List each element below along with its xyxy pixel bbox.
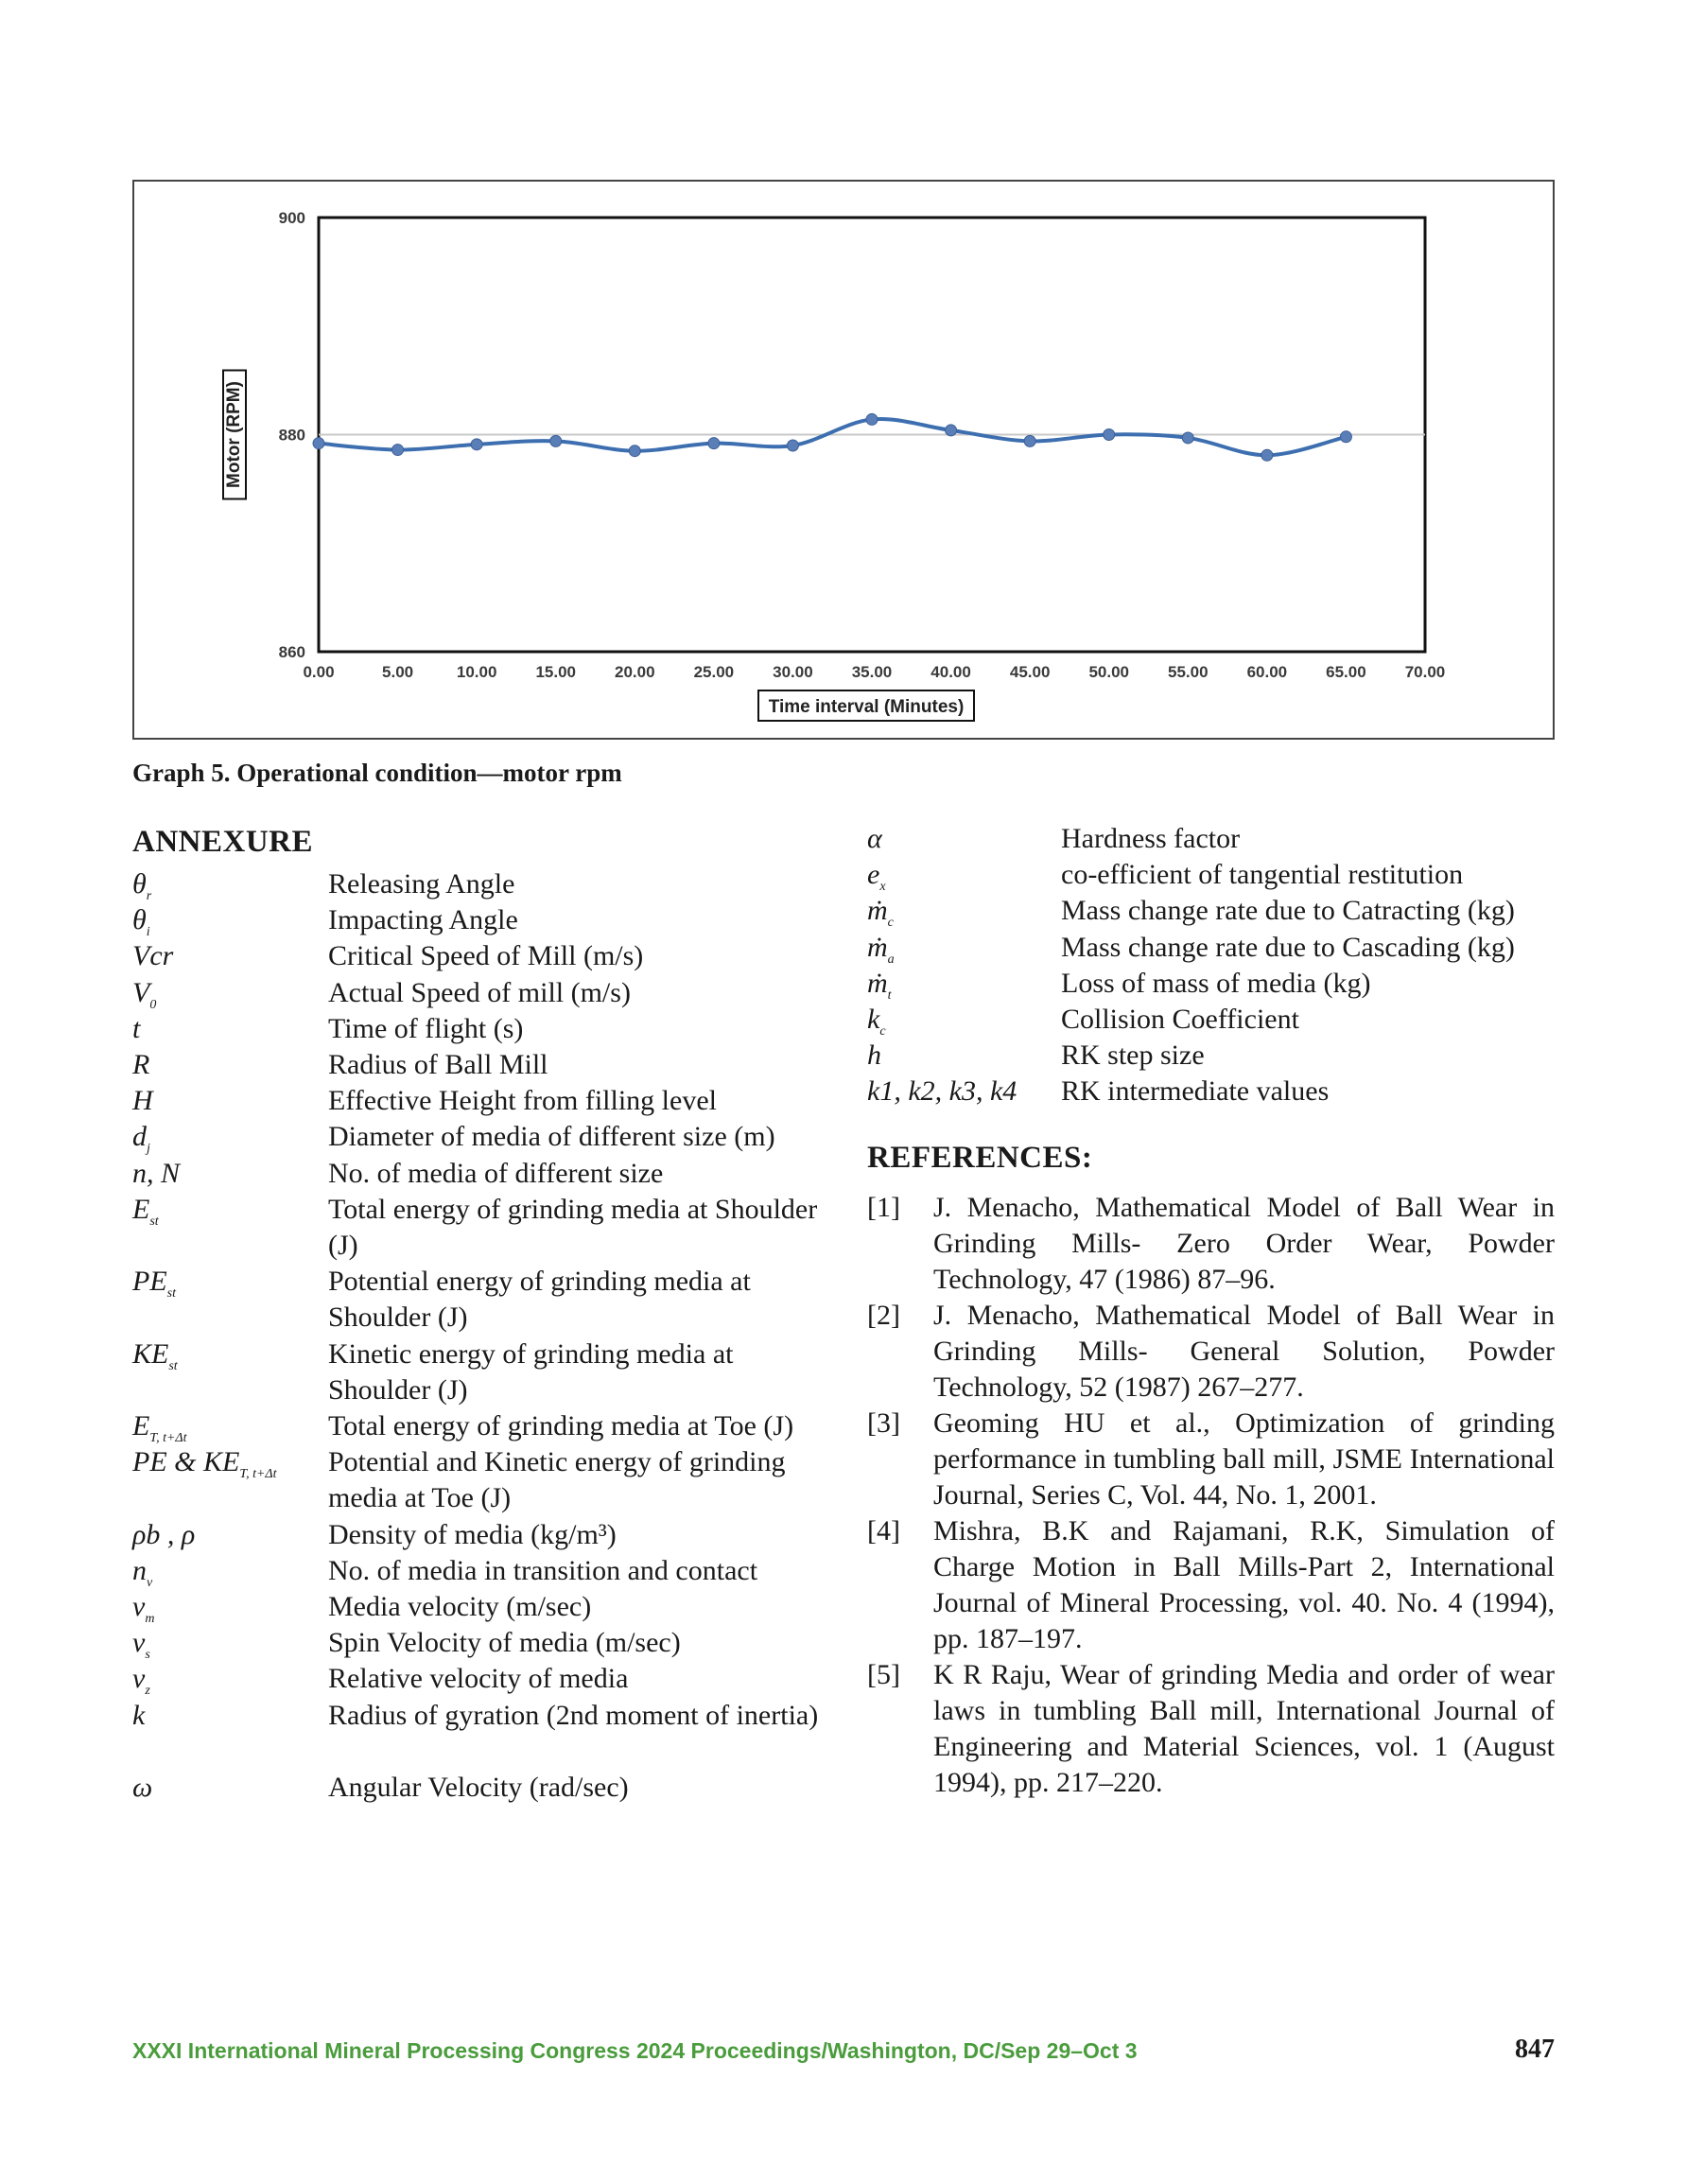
symbol-main: θ: [132, 904, 147, 936]
annexure-symbol: [132, 1156, 180, 1192]
page-number: 847: [1515, 2035, 1555, 2064]
annexure-description: Total energy of grinding media at Toe (J): [328, 1410, 794, 1441]
annexure-description: Effective Height from filling level: [328, 1085, 717, 1117]
annexure-description: Time of flight (s): [328, 1012, 524, 1044]
annexure-description: Critical Speed of Mill (m/s): [328, 940, 644, 972]
annexure-description: Collision Coefficient: [1061, 1004, 1299, 1035]
annexure-symbol: [132, 1047, 149, 1083]
annexure-description: Actual Speed of mill (m/s): [328, 976, 631, 1008]
annexure-description: Potential and Kinetic energy of grinding media at Toe (J): [328, 1446, 786, 1514]
reference-text: Mishra, B.K and Rajamani, R.K, Simulation of Charge Motion in Ball Mills-Part 2, International Journal of Mineral Processing, vol. 40. No. 4 (1994), pp. 187–197.: [933, 1515, 1555, 1654]
symbol-subscript: v: [147, 1575, 153, 1590]
annexure-symbol: [132, 1770, 152, 1806]
symbol-subscript: T, t+Δt: [239, 1467, 277, 1482]
references-list: [867, 1190, 1555, 1801]
annexure-description: Impacting Angle: [328, 904, 518, 936]
symbol-main: k1, k2, k3, k4: [867, 1075, 1017, 1108]
symbol-subscript: x: [879, 880, 886, 895]
reference-text: J. Menacho, Mathematical Model of Ball Wear in Grinding Mills- General Solution, Powder Technology, 52 (1987) 267–277.: [933, 1300, 1555, 1403]
symbol-subscript: st: [168, 1358, 178, 1373]
annexure-symbol: [132, 1698, 145, 1734]
annexure-description: Diameter of media of different size (m): [328, 1121, 775, 1153]
symbol-main: e: [867, 859, 880, 891]
symbol-main: θ: [132, 868, 147, 900]
y-tick-label: 860: [278, 643, 305, 661]
x-tick-label: 65.00: [1326, 663, 1366, 681]
annexure-description: Radius of gyration (2nd moment of inertia): [328, 1699, 819, 1731]
annexure-description: No. of media of different size: [328, 1157, 664, 1189]
symbol-main: V: [132, 976, 150, 1008]
data-point: [1024, 435, 1035, 446]
annexure-symbol: [132, 1337, 178, 1385]
reference-item: [867, 1190, 1555, 1298]
annexure-symbol: [132, 938, 173, 974]
symbol-subscript: m: [145, 1612, 155, 1626]
reference-item: [867, 1513, 1555, 1657]
annexure-description: Density of media (kg/m³): [328, 1518, 617, 1550]
symbol-main: KE: [132, 1337, 169, 1370]
x-tick-label: 5.00: [382, 663, 414, 681]
symbol-subscript: r: [146, 889, 152, 903]
annexure-description: Hardness factor: [1061, 823, 1241, 854]
reference-number: [4]: [867, 1515, 900, 1546]
x-tick-label: 20.00: [615, 663, 655, 681]
x-axis-title: Time interval (Minutes): [768, 697, 965, 717]
references-heading: REFERENCES:: [867, 1141, 1093, 1175]
symbol-main: ρb , ρ: [132, 1518, 196, 1550]
data-point: [629, 446, 640, 457]
data-point: [1340, 431, 1351, 443]
chart-svg: [134, 182, 1553, 738]
symbol-main: R: [132, 1049, 150, 1080]
annexure-heading: ANNEXURE: [132, 825, 314, 859]
symbol-subscript: 0: [149, 997, 157, 1012]
annexure-description: Spin Velocity of media (m/sec): [328, 1627, 681, 1659]
symbol-main: v: [132, 1663, 146, 1695]
data-point: [392, 445, 404, 456]
annexure-symbol: [867, 1074, 1017, 1109]
symbol-main: E: [132, 1193, 150, 1225]
symbol-main: k: [867, 1004, 880, 1035]
reference-item: [867, 1406, 1555, 1513]
annexure-symbol: [132, 1011, 140, 1047]
data-point: [787, 440, 798, 451]
symbol-subscript: c: [879, 1024, 886, 1039]
symbol-main: k: [132, 1699, 146, 1731]
footer-conference: XXXI International Mineral Processing Congress 2024 Proceedings/Washington, DC/Sep 29–Oct 3: [132, 2038, 1138, 2063]
symbol-subscript: T, t+Δt: [149, 1431, 187, 1445]
annexure-symbol: [132, 1083, 153, 1119]
data-point: [946, 425, 957, 436]
annexure-description: Mass change rate due to Catracting (kg): [1061, 895, 1515, 927]
symbol-main: n: [132, 1554, 147, 1586]
y-axis-title: Motor (RPM): [224, 381, 245, 488]
annexure-description: Mass change rate due to Cascading (kg): [1061, 931, 1515, 963]
symbol-main: n, N: [132, 1157, 181, 1189]
x-tick-label: 55.00: [1168, 663, 1209, 681]
annexure-description: Releasing Angle: [328, 868, 515, 900]
x-tick-label: 15.00: [535, 663, 576, 681]
symbol-subscript: t: [887, 987, 892, 1003]
annexure-description: Kinetic energy of grinding media at Shoulder (J): [328, 1337, 734, 1406]
graph-caption: Graph 5. Operational condition—motor rpm: [132, 759, 622, 787]
symbol-subscript: st: [149, 1214, 159, 1229]
annexure-symbol: [132, 1264, 176, 1312]
symbol-main: v: [132, 1627, 146, 1659]
reference-number: [3]: [867, 1407, 900, 1439]
annexure-description: RK intermediate values: [1061, 1075, 1330, 1108]
x-tick-label: 10.00: [456, 663, 497, 681]
annexure-symbol: [132, 1444, 277, 1493]
annexure-symbol: [867, 1038, 881, 1074]
x-tick-label: 70.00: [1404, 663, 1446, 681]
annexure-description: Loss of mass of media (kg): [1061, 967, 1371, 999]
annexure-description: Relative velocity of media: [328, 1663, 629, 1695]
data-point: [1104, 429, 1115, 441]
reference-item: [867, 1298, 1555, 1406]
annexure-description: Media velocity (m/sec): [328, 1591, 592, 1622]
x-tick-label: 0.00: [303, 663, 335, 681]
reference-item: [867, 1657, 1555, 1801]
annexure-description: co-efficient of tangential restitution: [1061, 859, 1464, 891]
symbol-subscript: st: [166, 1286, 176, 1302]
reference-text: Geoming HU et al., Optimization of grinding performance in tumbling ball mill, JSME International Journal, Series C, Vol. 44, No. 1, 2001.: [933, 1407, 1555, 1511]
symbol-subscript: z: [145, 1684, 150, 1699]
annexure-description: Potential energy of grinding media at Shoulder (J): [328, 1266, 751, 1334]
reference-number: [2]: [867, 1300, 900, 1331]
reference-text: K R Raju, Wear of grinding Media and order of wear laws in tumbling Ball mill, International Journal of Engineering and Material Sciences, vol. 1 (August 1994), pp. 217–220.: [933, 1659, 1555, 1798]
symbol-main: d: [132, 1121, 147, 1153]
symbol-subscript: i: [146, 925, 150, 940]
reference-text: J. Menacho, Mathematical Model of Ball Wear in Grinding Mills- Zero Order Wear, Powder Technology, 47 (1986) 87–96.: [933, 1192, 1555, 1295]
data-point: [1261, 449, 1273, 461]
annexure-description: RK step size: [1061, 1040, 1205, 1072]
symbol-main: H: [132, 1085, 153, 1117]
annexure-description: No. of media in transition and contact: [328, 1554, 758, 1586]
data-point: [550, 435, 562, 446]
symbol-main: Vcr: [132, 940, 174, 972]
symbol-subscript: a: [887, 952, 895, 967]
reference-number: [5]: [867, 1659, 900, 1690]
data-point: [866, 413, 878, 425]
y-tick-label: 880: [278, 426, 305, 445]
symbol-main: v: [132, 1591, 146, 1622]
data-point: [1182, 432, 1193, 444]
x-tick-label: 30.00: [773, 663, 813, 681]
x-tick-label: 50.00: [1088, 663, 1129, 681]
symbol-main: PE: [132, 1266, 167, 1298]
symbol-main: PE & KE: [132, 1446, 240, 1478]
annexure-symbol: [867, 821, 882, 857]
y-tick-label: 900: [278, 209, 305, 227]
annexure-description: Total energy of grinding media at Shoulder (J): [328, 1193, 818, 1261]
data-point: [313, 438, 324, 449]
symbol-main: α: [867, 823, 882, 854]
motor-rpm-chart: [132, 180, 1555, 740]
symbol-main: E: [132, 1410, 150, 1441]
symbol-main: ω: [132, 1772, 153, 1803]
data-point: [708, 438, 720, 449]
annexure-symbol: [132, 1517, 195, 1553]
annexure-description: Radius of Ball Mill: [328, 1049, 548, 1080]
x-tick-label: 60.00: [1246, 663, 1288, 681]
symbol-subscript: j: [147, 1142, 150, 1157]
x-tick-label: 40.00: [930, 663, 971, 681]
symbol-main: h: [867, 1040, 881, 1072]
symbol-main: ṁ: [867, 895, 888, 927]
annexure-symbol: [132, 1192, 159, 1240]
symbol-main: t: [132, 1012, 141, 1044]
reference-number: [1]: [867, 1192, 900, 1223]
x-tick-label: 25.00: [693, 663, 735, 681]
x-tick-label: 45.00: [1009, 663, 1051, 681]
symbol-main: ṁ: [867, 931, 888, 963]
symbol-subscript: s: [145, 1648, 150, 1663]
symbol-main: ṁ: [867, 967, 888, 999]
symbol-subscript: c: [887, 916, 894, 931]
data-point: [471, 439, 482, 450]
x-tick-label: 35.00: [851, 663, 893, 681]
annexure-description: Angular Velocity (rad/sec): [328, 1772, 629, 1803]
